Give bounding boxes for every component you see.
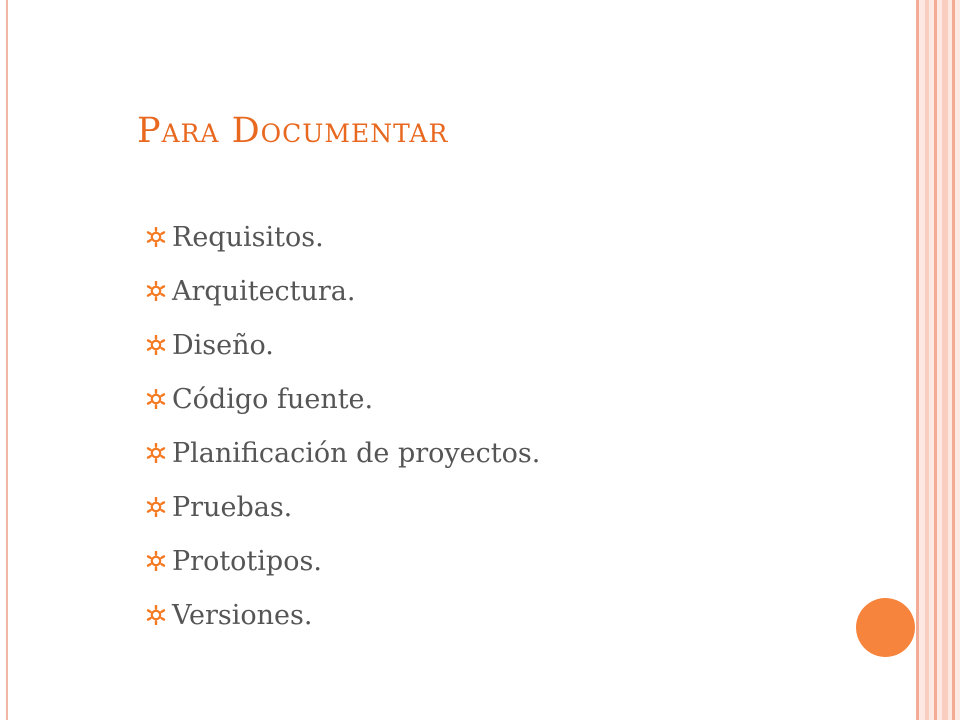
bullet-text: Pruebas.	[172, 491, 293, 523]
list-item	[146, 426, 540, 480]
stripe-3	[934, 0, 937, 720]
decorative-circle	[856, 598, 915, 657]
bullet-list	[146, 210, 540, 642]
bullet-text: Diseño.	[172, 329, 274, 361]
decorative-stripes	[916, 0, 960, 720]
list-item	[146, 480, 540, 534]
stripe-2	[925, 0, 929, 720]
bullet-text: Versiones.	[172, 599, 313, 631]
sun-bullet-icon	[146, 497, 166, 517]
list-item	[146, 534, 540, 588]
stripe-1	[916, 0, 919, 720]
sun-bullet-icon	[146, 335, 166, 355]
list-item	[146, 264, 540, 318]
stripe-5	[952, 0, 955, 720]
list-item	[146, 588, 540, 642]
bullet-text: Código fuente.	[172, 383, 374, 415]
bullet-text: Requisitos.	[172, 221, 324, 253]
sun-bullet-icon	[146, 389, 166, 409]
sun-bullet-icon	[146, 551, 166, 571]
bullet-text: Arquitectura.	[172, 275, 356, 307]
bullet-text: Prototipos.	[172, 545, 322, 577]
sun-bullet-icon	[146, 281, 166, 301]
stripe-4	[942, 0, 948, 720]
list-item	[146, 372, 540, 426]
bullet-text: Planificación de proyectos.	[172, 437, 541, 469]
list-item	[146, 318, 540, 372]
sun-bullet-icon	[146, 227, 166, 247]
left-border-line	[6, 0, 8, 720]
sun-bullet-icon	[146, 443, 166, 463]
list-item	[146, 210, 540, 264]
slide-title: Para Documentar	[137, 111, 449, 151]
sun-bullet-icon	[146, 605, 166, 625]
